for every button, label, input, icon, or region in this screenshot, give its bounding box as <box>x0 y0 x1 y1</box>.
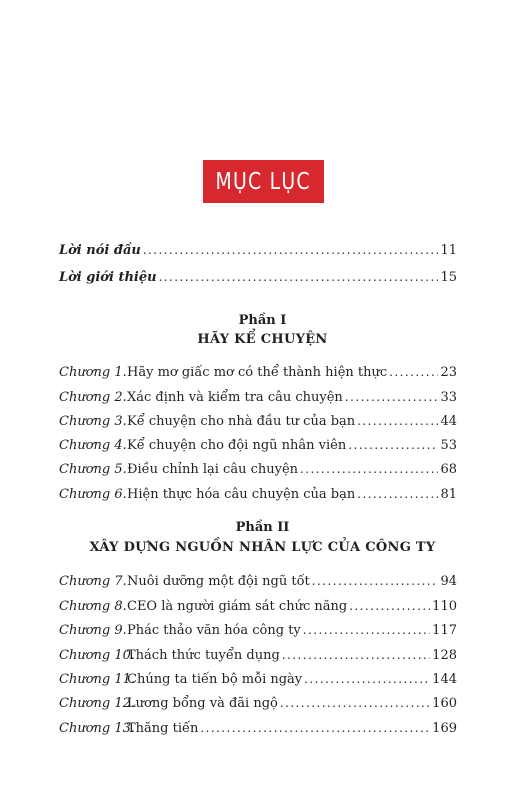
chapter-label: Chương 4. <box>59 438 127 453</box>
toc-entry-chapter-13[interactable] <box>59 718 457 738</box>
toc-entry-introduction[interactable] <box>59 267 457 287</box>
toc-entry-chapter-7[interactable] <box>59 571 457 591</box>
entry-page-number: 33 <box>440 390 457 405</box>
toc-entry-chapter-12[interactable] <box>59 693 457 713</box>
toc-entry-chapter-5[interactable] <box>59 459 457 479</box>
toc-entry-chapter-3[interactable] <box>59 411 457 431</box>
entry-page-number: 53 <box>440 438 457 453</box>
part-1-heading: Phần I <box>238 313 287 328</box>
toc-entry-chapter-9[interactable] <box>59 620 457 640</box>
title-banner <box>203 160 324 203</box>
chapter-label: Chương 1. <box>59 365 127 380</box>
chapter-label: Chương 8. <box>59 599 127 614</box>
chapter-title: Hãy mơ giấc mơ có thể thành hiện thực <box>127 365 388 380</box>
chapter-title: Điều chỉnh lại câu chuyện <box>127 462 299 477</box>
leader-dots <box>345 387 439 407</box>
leader-dots <box>312 571 439 591</box>
chapter-label: Chương 13. <box>59 721 136 736</box>
chapter-label: Chương 12. <box>59 696 136 711</box>
chapter-title: Kể chuyện cho đội ngũ nhân viên <box>127 438 347 453</box>
part-2-title: XÂY DỰNG NGUỒN NHÂN LỰC CỦA CÔNG TY <box>89 540 436 555</box>
entry-page-number: 81 <box>440 487 457 502</box>
chapter-label: Chương 7. <box>59 574 127 589</box>
entry-label: Lời nói đầu <box>59 243 141 258</box>
entry-page-number: 117 <box>432 623 457 638</box>
entry-page-number: 110 <box>432 599 457 614</box>
entry-page-number: 44 <box>440 414 457 429</box>
chapter-label: Chương 6. <box>59 487 127 502</box>
toc-entry-chapter-11[interactable] <box>59 669 457 689</box>
chapter-label: Chương 5. <box>59 462 127 477</box>
chapter-title: Lương bổng và đãi ngộ <box>127 696 278 711</box>
entry-page-number: 160 <box>432 696 457 711</box>
page-title: MỤC LỤC <box>215 168 312 195</box>
chapter-title: Nuôi dưỡng một đội ngũ tốt <box>127 574 310 589</box>
chapter-label: Chương 9. <box>59 623 127 638</box>
chapter-title: Phác thảo văn hóa công ty <box>127 623 301 638</box>
chapter-label: Chương 11. <box>59 672 136 687</box>
chapter-label: Chương 3. <box>59 414 127 429</box>
part-2-heading: Phần II <box>235 520 290 535</box>
chapter-title: Thách thức tuyển dụng <box>127 648 280 663</box>
chapter-label: Chương 10. <box>59 648 136 663</box>
part-1-title: HÃY KỂ CHUYỆN <box>197 332 328 347</box>
entry-page-number: 128 <box>432 648 457 663</box>
entry-page-number: 68 <box>440 462 457 477</box>
chapter-title: Kể chuyện cho nhà đầu tư của bạn <box>127 414 356 429</box>
leader-dots <box>357 484 438 504</box>
chapter-title: Xác định và kiểm tra câu chuyện <box>127 390 343 405</box>
leader-dots <box>159 267 439 287</box>
entry-page-number: 23 <box>440 365 457 380</box>
leader-dots <box>143 240 439 260</box>
entry-page-number: 144 <box>432 672 457 687</box>
leader-dots <box>357 411 438 431</box>
toc-entry-chapter-6[interactable] <box>59 484 457 504</box>
leader-dots <box>282 645 430 665</box>
entry-page-number: 169 <box>432 721 457 736</box>
chapter-title: Chúng ta tiến bộ mỗi ngày <box>127 672 303 687</box>
leader-dots <box>300 459 438 479</box>
toc-entry-chapter-1[interactable] <box>59 362 457 382</box>
entry-label: Lời giới thiệu <box>59 270 157 285</box>
toc-entry-chapter-4[interactable] <box>59 435 457 455</box>
toc-entry-chapter-10[interactable] <box>59 645 457 665</box>
leader-dots <box>389 362 438 382</box>
leader-dots <box>200 718 430 738</box>
leader-dots <box>348 435 438 455</box>
chapter-title: Hiện thực hóa câu chuyện của bạn <box>127 487 356 502</box>
chapter-title: CEO là người giám sát chức năng <box>127 599 348 614</box>
leader-dots <box>304 669 430 689</box>
toc-entry-chapter-8[interactable] <box>59 596 457 616</box>
leader-dots <box>349 596 430 616</box>
leader-dots <box>303 620 430 640</box>
chapter-label: Chương 2. <box>59 390 127 405</box>
entry-page-number: 11 <box>440 243 457 258</box>
toc-entry-foreword[interactable] <box>59 240 457 260</box>
entry-page-number: 15 <box>440 270 457 285</box>
chapter-title: Thăng tiến <box>127 721 199 736</box>
leader-dots <box>280 693 430 713</box>
toc-entry-chapter-2[interactable] <box>59 387 457 407</box>
entry-page-number: 94 <box>440 574 457 589</box>
